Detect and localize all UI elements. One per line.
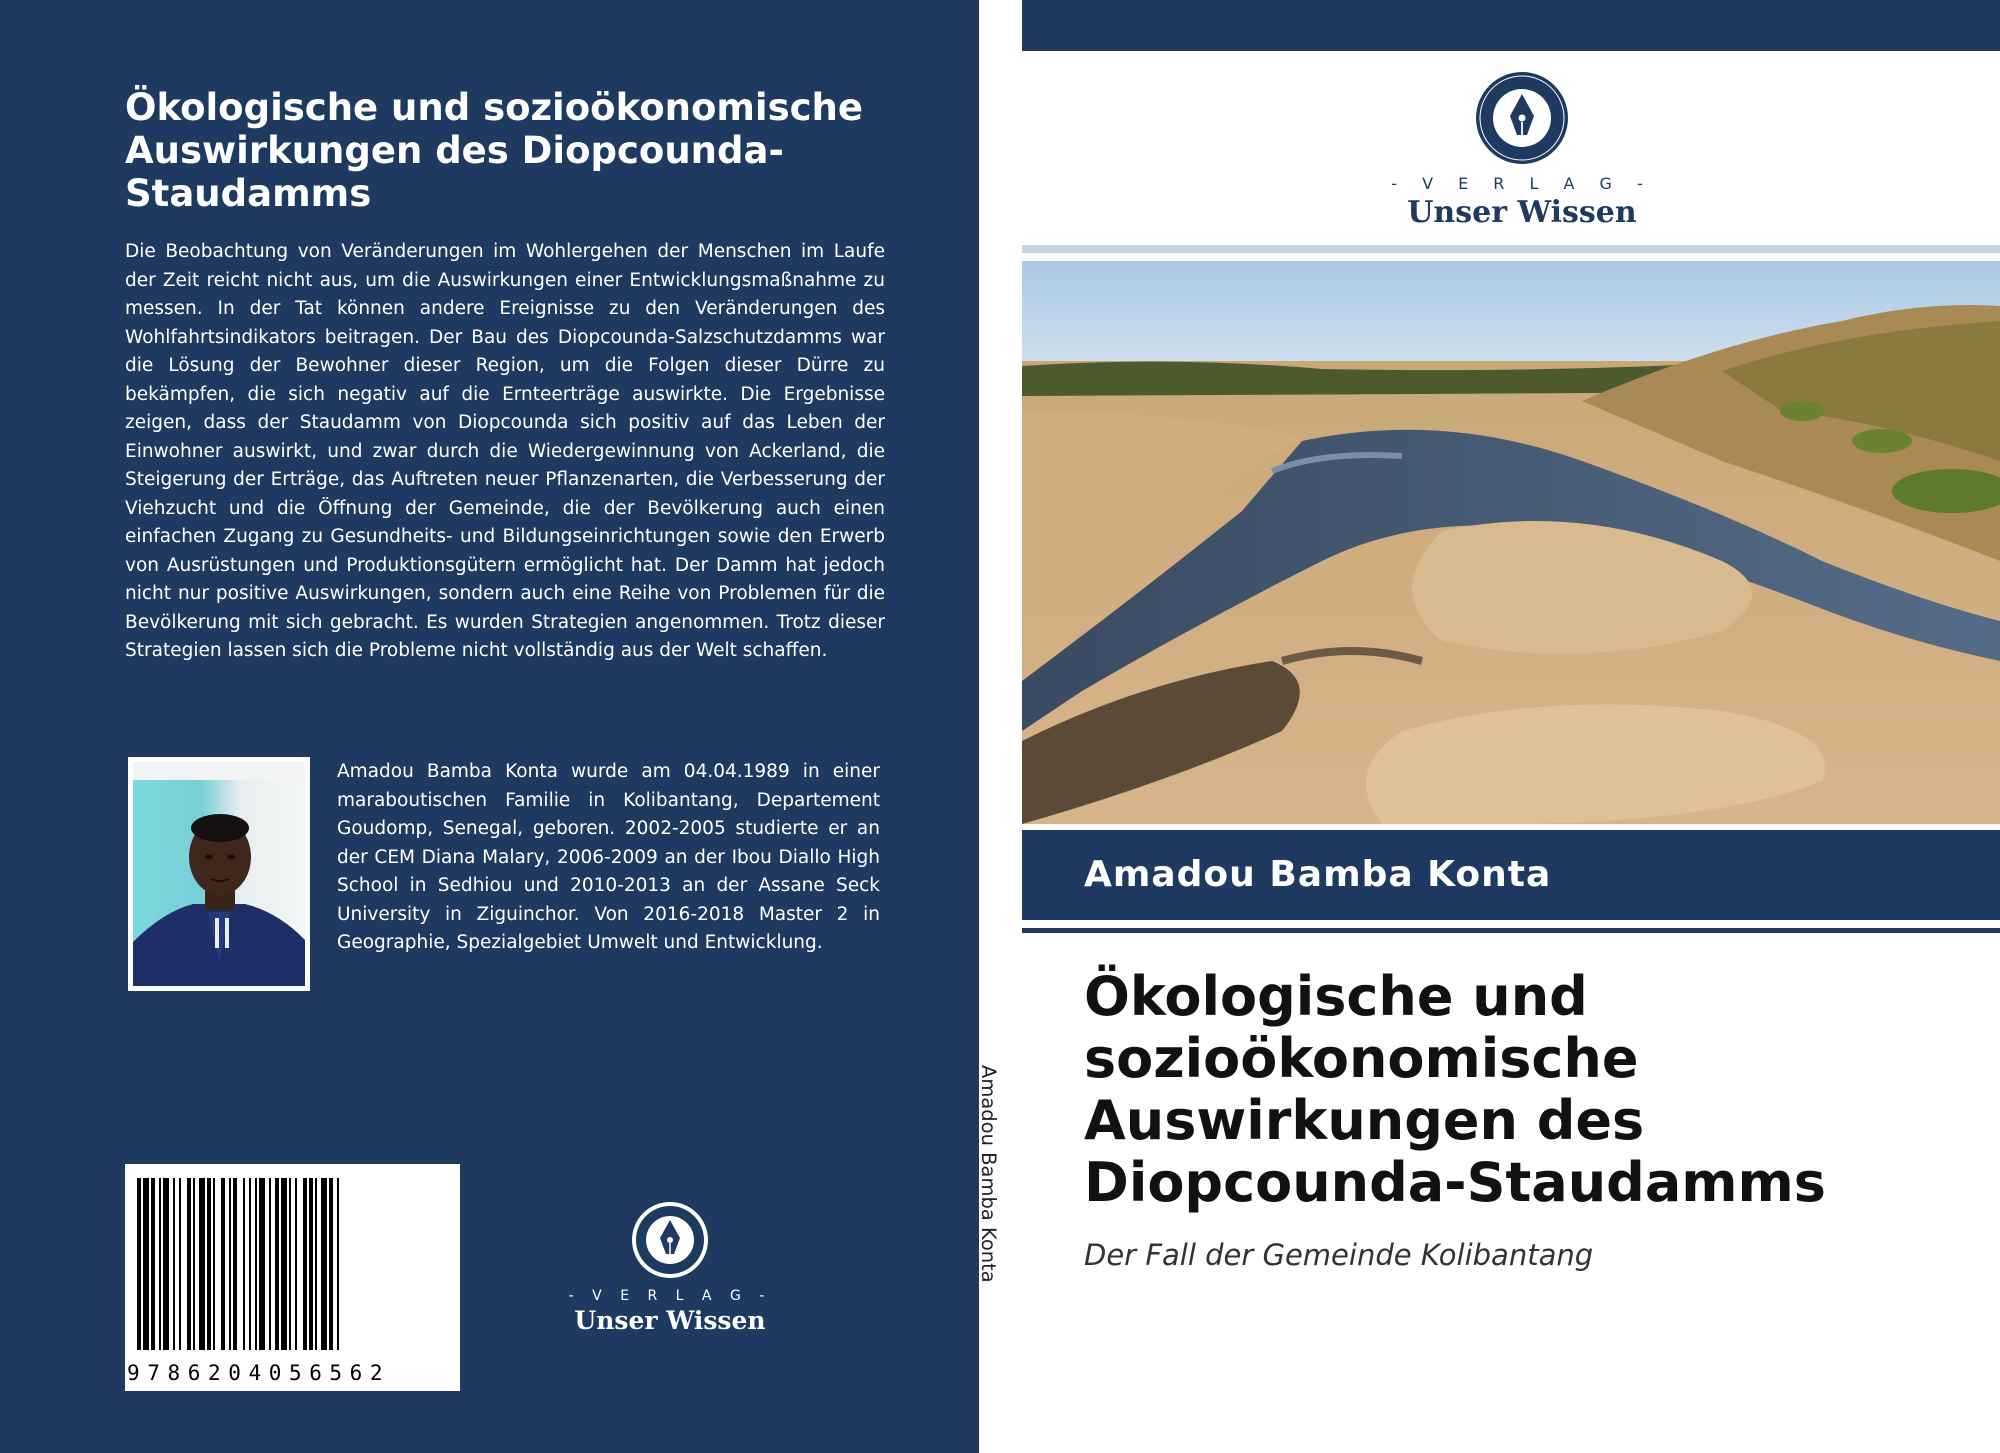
cover-photo-river-landscape xyxy=(1022,261,2000,824)
back-publisher-logo xyxy=(560,1200,780,1340)
spine-author: Amadou Bamba Konta xyxy=(977,1065,1000,1283)
back-logo-name: Unser Wissen xyxy=(574,1306,766,1335)
front-top-bar xyxy=(1022,0,2000,51)
author-photo xyxy=(128,757,310,991)
front-cover-title: Ökologische und sozioökonomische Auswirkungen des Diopcounda-Staudamms xyxy=(1084,965,1826,1214)
spine xyxy=(979,0,1022,1453)
front-cover-subtitle: Der Fall der Gemeinde Kolibantang xyxy=(1084,1238,1594,1272)
author-band xyxy=(1022,830,2000,920)
author-bio: Amadou Bamba Konta wurde am 04.04.1989 in einer maraboutischen Familie in Kolibantang, Departement Goudomp, Senegal, geboren. 2002-2005 studierte er an der CEM Diana Malary, 2006-2009 an der Ibou Diallo High School in Sedhiou und 2010-2013 an der Assane Seck University in Ziguinchor. Von 2016-2018 Master 2 in Geographie, Spezialgebiet Umwelt und Entwicklung. xyxy=(337,761,880,953)
front-author-name: Amadou Bamba Konta xyxy=(1084,854,1552,895)
back-cover-blurb: Die Beobachtung von Veränderungen im Wohlergehen der Menschen im Laufe der Zeit reicht nicht aus, um die Auswirkungen einer Entwicklungsmaßnahme zu messen. In der Tat können andere Ereignisse zu den Veränderungen des Wohlfahrtsindikators beitragen. Der Bau des Diopcounda-Salzschutzdamms war die Lösung der Bewohner dieser Region, um die Folgen dieser Dürre zu bekämpfen, die sich negativ auf die Ernteerträge auswirkte. Die Ergebnisse zeigen, dass der Staudamm von Diopcounda sich positiv auf das Leben der Einwohner auswirkt, und zwar durch die Wiedergewinnung von Ackerland, die Steigerung der Erträge, das Auftreten neuer Pflanzenarten, die Verbesserung der Viehzucht und die Öffnung der Gemeinde, die der Bevölkerung auch einen einfachen Zugang zu Gesundheits- und Bildungseinrichtungen sowie den Erwerb von Ausrüstungen und Produktionsgütern ermöglicht hat. Der Damm hat jedoch nicht nur positive Auswirkungen, sondern auch eine Reihe von Problemen für die Bevölkerung mit sich gebracht. Es wurden Strategien angenommen. Trotz dieser Strategien lassen sich die Probleme nicht vollständig aus der Welt schaffen. xyxy=(125,241,885,661)
isbn-digits: 9786204056562 xyxy=(127,1361,391,1385)
front-cover xyxy=(1022,0,2000,1453)
title-rule xyxy=(1022,928,2000,933)
river-landscape-illustration xyxy=(1022,261,2000,824)
front-logo-name: Unser Wissen xyxy=(1407,195,1637,230)
front-logo-verlag: - V E R L A G - xyxy=(1391,174,1653,193)
back-logo-verlag: - V E R L A G - xyxy=(568,1288,772,1304)
fountain-pen-nib-icon xyxy=(1474,70,1570,166)
barcode-bars xyxy=(125,1164,460,1391)
back-cover-title: Ökologische und sozioökonomische Auswirkungen des Diopcounda-Staudamms xyxy=(125,86,863,215)
divider-band xyxy=(1022,245,2000,253)
front-publisher-logo xyxy=(1352,70,1692,230)
fountain-pen-nib-icon xyxy=(630,1200,710,1280)
author-portrait-illustration xyxy=(133,762,305,986)
back-cover xyxy=(0,0,979,1453)
isbn-barcode xyxy=(125,1164,460,1391)
